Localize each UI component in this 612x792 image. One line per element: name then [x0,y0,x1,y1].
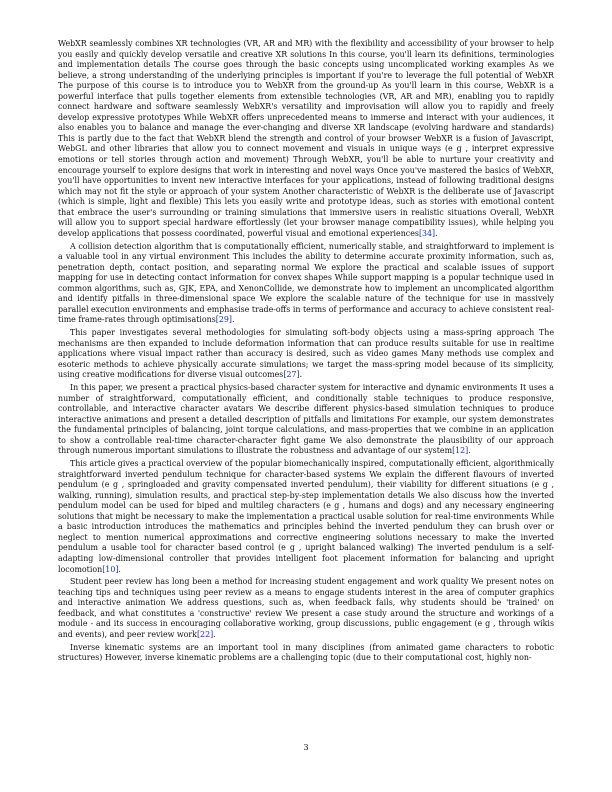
paragraph-text: Student peer review has long been a method for increasing student engagement and work quality We present notes on teaching tips and techniques using peer review as a means to engage students interest in the area of computer graphics and interactive animation We address questions, such as, when feedback fails, why students should be 'trained' on feedback, and what constitutes a 'constructive' review We present a case study around the structure and workings of a module - and its success in encouraging collaborative working, group discussions, public engagement (e g , through wikis and events), and peer review work [58,577,554,640]
paragraph-end: . [468,446,471,456]
citation-link[interactable]: [34] [418,228,436,238]
paper-body [58,39,554,666]
citation-link[interactable]: [22] [196,630,214,640]
paragraph-webxr [58,39,554,239]
paragraph-text: In this paper, we present a practical physics-based character system for interactive and dynamic environments It uses a number of straightforward, computationally efficient, and conditionally stable techniques to produce responsive, controllable, and interactive character avatars We describe different physics-based simulation techniques to produce interactive animations and present a detailed description of pitfalls and limitations For example, our system demonstrates the fundamental principles of balancing, joint torque calculations, and mass-properties that we combine in an application to show a controllable real-time character-character fight game We also demonstrate the plausibility of our approach through numerous important simulations to illustrate the robustness and advantage of our system [58,383,554,456]
citation-link[interactable]: [27] [283,370,300,380]
page-number: 3 [303,743,309,752]
paragraph-end: . [231,315,235,325]
paragraph-end: . [435,228,438,238]
paragraph-text: A collision detection algorithm that is computationally efficient, numerically stable, and straightforward to implement is a valuable tool in any virtual environment This includes the ability to determine accurate proximity information, such as, penetration depth, contact position, and separating normal We explore the practical and scalable issues of support mapping for use in detecting contact information for convex shapes While support mapping is a popular technique used in common algorithms, such as, GJK, EPA, and XenonCollide, we demonstrate how to implement an uncomplicated algorithm and identify pitfalls in three-dimensional space We explore the scalable nature of the technique for use in massively parallel execution environments and emphasise trade-offs in terms of performance and accuracy to achieve consistent real-time frame-rates through optimisations [58,241,554,325]
paragraph-text: This paper investigates several methodologies for simulating soft-body objects using a mass-spring approach The mechanisms are then expanded to include deformation information that can produce results suitable for use in realtime applications where visual impact rather than accuracy is desired, such as video games Many methods use complex and esoteric methods to achieve physically accurate simulations; we target the mass-spring model because of its simplicity, using creative modifications for diverse visual outcomes [58,328,554,380]
paragraph-inverse-kinematics [58,643,554,664]
paragraph-text: This article gives a practical overview of the popular biomechanically inspired, computationally efficient, algorithmically straightforward inverted pendulum technique for character-based systems We explain the different flavours of inverted pendulum (e g , springloaded and gravity compensated inverted pendulum), their viability for different situations (e g , walking, running), simulation results, and practical step-by-step implementation details We also discuss how the inverted pendulum model can be used for biped and multileg characters (e g , humans and dogs) and any necessary engineering solutions that might be necessary to make the implementation a practical usable solution for real-time environments While a basic introduction introduces the mathematics and principles behind the inverted pendulum they can brush over or neglect to mention numerical approximations and corrective engineering solutions necessary to make the inverted pendulum a usable tool for character based control (e g , upright balanced walking) The inverted pendulum is a self-adapting low-dimensional controller that provides intelligent foot placement information for balancing and upright locomotion [58,459,554,574]
paragraph-peer-review [58,577,554,640]
paragraph-end: . [118,564,121,574]
paragraph-end: . [213,630,216,640]
paragraph-soft-body [58,328,554,381]
paragraph-text: WebXR seamlessly combines XR technologies (VR, AR and MR) with the flexibility and accessibility of your browser to help you easily and quickly develop versatile and creative XR solutions In this course, you'll learn its definitions, terminologies and implementation details The course goes through the basic concepts using uncomplicated working examples As we believe, a strong understanding of the underlying principles is important if you're to leverage the full potential of WebXR The purpose of this course is to introduce you to WebXR from the ground-up As you'll learn in this course, WebXR is a powerful interface that pulls together elements from extensible technologies (VR, AR and MR), enabling you to rapidly connect hardware and software seamlessly WebXR's versatility and improvisation will allow you to rapidly and freely develop expressive prototypes While WebXR offers unprecedented means to immerse and interact with your audiences, it also enables you to balance and manage the ever-changing and diverse XR landscape (evolving hardware and standards) This is partly due to the fact that WebXR blend the strength and control of your browser WebXR is a fusion of Javascript, WebGL and other libraries that allow you to connect movement and visuals in unique ways (e g , interpret expressive emotions or tell stories through action and movement) Through WebXR, you'll be able to nurture your creativity and encourage yourself to explore designs that work in interesting and novel ways Once you've mastered the basics of WebXR, you'll have opportunities to invent new interactive interfaces for your applications, instead of following traditional designs which may not fit the style or approach of your system Another characteristic of WebXR is the deliberate use of Javascript (which is simple, light and flexible) This lets you easily write and prototype ideas, such as stories with emotional content that embrace the user's surrounding or training simulations that immersive users in realistic situations Overall, WebXR will allow you to support special hardware effortlessly (let your browser manage compatibility issues), while helping you develop applications that possess coordinated, powerful visual and emotional experiences [58,39,554,238]
paragraph-collision [58,242,554,326]
citation-link[interactable]: [10] [102,564,119,574]
paragraph-end: . [299,370,303,380]
citation-link[interactable]: [29] [215,315,232,325]
citation-link[interactable]: [12] [452,446,469,456]
paragraph-text: Inverse kinematic systems are an important tool in many disciplines (from animated game characters to robotic structures) However, inverse kinematic problems are a challenging topic (due to their computational cost, highly non- [58,642,554,663]
paragraph-character-system [58,383,554,457]
paragraph-inverted-pendulum [58,459,554,575]
